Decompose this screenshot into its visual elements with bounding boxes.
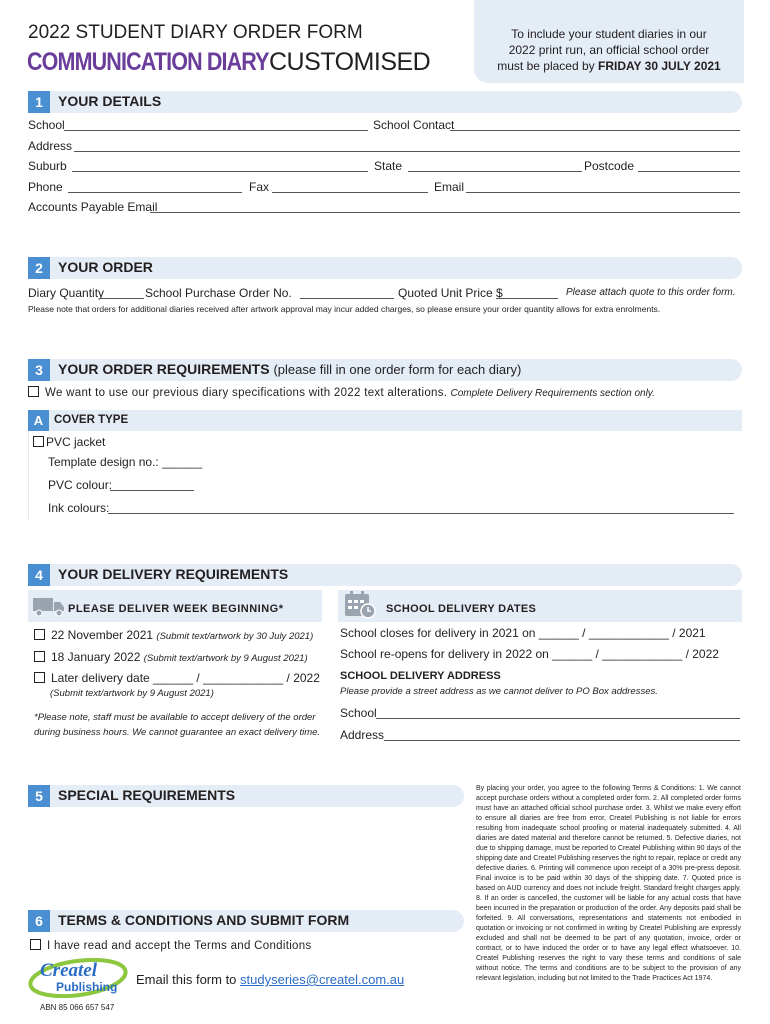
form-title: 2022 STUDENT DIARY ORDER FORM xyxy=(28,22,363,43)
diary-quantity-label: Diary Quantity xyxy=(28,286,105,300)
cover-type-body xyxy=(28,431,742,520)
deadline-notice xyxy=(474,0,744,83)
section-2-number: 2 xyxy=(28,257,50,279)
template-design-label: Template design no.: ______ xyxy=(48,455,203,469)
section-2-title: YOUR ORDER xyxy=(58,259,153,275)
quoted-price-field[interactable] xyxy=(496,298,558,299)
pvc-colour-label: PVC colour: xyxy=(48,478,113,492)
school-label: School xyxy=(28,118,65,132)
delivery-option-1[interactable]: 22 November 2021 (Submit text/artwork by 30 July 2021) xyxy=(34,628,313,642)
delivery-dates-heading: SCHOOL DELIVERY DATES xyxy=(386,603,537,615)
special-requirements-field[interactable] xyxy=(28,807,464,907)
state-field[interactable] xyxy=(408,171,582,172)
logo-word-publishing: Publishing xyxy=(56,980,118,994)
postcode-label: Postcode xyxy=(584,159,635,173)
section-6-number: 6 xyxy=(28,910,50,932)
diary-quantity-field[interactable] xyxy=(100,298,144,299)
abn-number: ABN 85 066 657 547 xyxy=(40,1003,115,1012)
delivery-address-heading: SCHOOL DELIVERY ADDRESS xyxy=(340,670,501,682)
accept-terms-checkbox[interactable] xyxy=(30,939,41,950)
section-3-title: YOUR ORDER REQUIREMENTS (please fill in one order form for each diary) xyxy=(58,361,522,377)
previous-specs-option[interactable] xyxy=(28,386,655,399)
email-field[interactable] xyxy=(466,192,740,193)
createl-logo xyxy=(26,956,130,998)
delivery-option-1-checkbox[interactable] xyxy=(34,629,45,640)
accounts-payable-label: Accounts Payable Email xyxy=(28,200,158,214)
cover-type-title: COVER TYPE xyxy=(54,414,129,426)
suburb-label: Suburb xyxy=(28,159,67,173)
previous-specs-checkbox[interactable] xyxy=(28,386,39,397)
section-4-number: 4 xyxy=(28,564,50,586)
school-closes-field[interactable]: School closes for delivery in 2021 on ______ / ____________ / 2021 xyxy=(340,626,706,640)
additional-charges-note: Please note that orders for additional diaries received after artwork approval may incur added charges, so please ensure your order quantity allows for extra enrolments. xyxy=(28,304,661,314)
previous-specs-note: Complete Delivery Requirements section only. xyxy=(450,388,655,399)
ink-colours-field[interactable] xyxy=(108,513,734,514)
fax-field[interactable] xyxy=(272,192,428,193)
notice-line-1: To include your student diaries in our xyxy=(511,27,707,41)
cover-type-letter: A xyxy=(28,410,49,431)
section-2-header xyxy=(28,257,742,279)
delivery-address-note: Please provide a street address as we cannot deliver to PO Box addresses. xyxy=(340,686,658,697)
email-instruction: Email this form to studyseries@createl.com.au xyxy=(136,972,405,987)
address-label: Address xyxy=(28,139,73,153)
section-3-title-note: (please fill in one order form for each diary) xyxy=(273,362,522,377)
section-4-header xyxy=(28,564,742,586)
delivery-option-2-checkbox[interactable] xyxy=(34,651,45,662)
address-field[interactable] xyxy=(74,151,740,152)
quoted-price-label: Quoted Unit Price $ xyxy=(398,286,503,300)
po-number-label: School Purchase Order No. xyxy=(145,286,292,300)
pvc-jacket-label: PVC jacket xyxy=(46,435,106,449)
pvc-colour-field[interactable] xyxy=(110,490,194,491)
delivery-option-3-checkbox[interactable] xyxy=(34,672,45,683)
notice-line-3: must be placed by FRIDAY 30 JULY 2021 xyxy=(497,59,721,73)
ink-colours-label: Ink colours: xyxy=(48,501,110,515)
pvc-jacket-option[interactable] xyxy=(33,435,105,449)
suburb-field[interactable] xyxy=(72,171,368,172)
delivery-option-3[interactable]: Later delivery date ______ / ____________ / 2022 xyxy=(34,671,320,685)
section-5-header xyxy=(28,785,464,807)
school-contact-label: School Contact xyxy=(373,118,455,132)
product-type: CUSTOMISED xyxy=(269,48,431,76)
submit-email-link[interactable]: studyseries@createl.com.au xyxy=(240,972,405,987)
section-1-header xyxy=(28,91,742,113)
school-field[interactable] xyxy=(64,130,368,131)
terms-and-conditions-text: By placing your order, you agree to the following Terms & Conditions: 1. We cannot accept purchase orders without a completed order form. 2. All completed order forms must have an attached official school purchase order. 3. Whilst we make every effort to ensure all diaries are free from error, Createl Publishing is not liable for errors resulting from inadequate school proofing or material inadequately submitted. 4. All diaries are dated material and therefore cannot be returned. 5. Defective diaries, not due to shipping damage, must be reported to Createl Publishing within 90 days of the shipping date and Createl Publishing reserves the right to repair, replace or credit any defective diaries. 6. Printing will commence upon receipt of a 30% pre-press deposit. Final invoice is to be paid within 30 days of the shipping date. 7. Quoted price is based on AUD currency and does not include freight. Standard freight charges apply. 8. If an order is cancelled, the customer will be liable for any actual costs that have been incurred in the preparation or production of the order. Any deposits paid shall be forfeited. 9. All conversations, representations and statements not embodied in quotation or invoicing or not confirmed in writing by Createl Publishing are expressly excluded and shall not be deemed to be part of any quotation, invoice, order or contract, or to have induced the order or to have any legal effect whatsoever. 10. Createl Publishing reserves the right to vary these terms and conditions of sale without notice. The terms and conditions are to be subject to the provision of any relevant legislation, including but not limited to the Trade Practices Act 1974. xyxy=(476,785,741,982)
truck-icon xyxy=(32,595,66,617)
delivery-option-2-note: (Submit text/artwork by 9 August 2021) xyxy=(143,653,308,664)
delivery-option-1-note: (Submit text/artwork by 30 July 2021) xyxy=(156,631,314,642)
staff-note-line-1: *Please note, staff must be available to accept delivery of the order xyxy=(34,712,316,723)
delivery-option-2[interactable]: 18 January 2022 (Submit text/artwork by 9 August 2021) xyxy=(34,650,308,664)
logo-word-createl: Createl xyxy=(40,960,97,981)
section-6-title: TERMS & CONDITIONS AND SUBMIT FORM xyxy=(58,912,350,928)
pvc-jacket-checkbox[interactable] xyxy=(33,436,44,447)
notice-line-2: 2022 print run, an official school order xyxy=(508,43,710,57)
delivery-address-label: Address xyxy=(340,728,385,742)
postcode-field[interactable] xyxy=(638,171,740,172)
delivery-option-3-note: (Submit text/artwork by 9 August 2021) xyxy=(50,688,214,699)
state-label: State xyxy=(374,159,403,173)
section-5-number: 5 xyxy=(28,785,50,807)
phone-label: Phone xyxy=(28,180,63,194)
notice-deadline: FRIDAY 30 JULY 2021 xyxy=(597,59,721,73)
calendar-icon xyxy=(343,590,377,620)
delivery-school-field[interactable] xyxy=(376,718,740,719)
phone-field[interactable] xyxy=(68,192,242,193)
section-3-number: 3 xyxy=(28,359,50,381)
section-3-header xyxy=(28,359,742,381)
delivery-school-label: School xyxy=(340,706,377,720)
section-4-title: YOUR DELIVERY REQUIREMENTS xyxy=(58,566,289,582)
staff-note-line-2: during business hours. We cannot guarantee an exact delivery time. xyxy=(34,727,321,738)
email-label: Email xyxy=(434,180,465,194)
delivery-address-field[interactable] xyxy=(384,740,740,741)
attach-quote-note: Please attach quote to this order form. xyxy=(566,287,736,298)
section-1-title: YOUR DETAILS xyxy=(58,93,162,109)
section-5-title: SPECIAL REQUIREMENTS xyxy=(58,787,236,803)
po-number-field[interactable] xyxy=(300,298,394,299)
accept-terms-option[interactable] xyxy=(30,939,312,952)
deliver-week-heading: PLEASE DELIVER WEEK BEGINNING* xyxy=(68,603,284,615)
school-reopens-field[interactable]: School re-opens for delivery in 2022 on ______ / ____________ / 2022 xyxy=(340,647,719,661)
school-contact-field[interactable] xyxy=(450,130,740,131)
product-name xyxy=(27,48,430,77)
section-6-header xyxy=(28,910,464,932)
product-name-diary: COMMUNICATION DIARY xyxy=(27,48,269,76)
accounts-payable-field[interactable] xyxy=(150,212,740,213)
previous-specs-label: We want to use our previous diary specifications with 2022 text alterations. xyxy=(45,387,448,399)
accept-terms-label: I have read and accept the Terms and Conditions xyxy=(47,940,312,952)
fax-label: Fax xyxy=(249,180,270,194)
section-1-number: 1 xyxy=(28,91,50,113)
